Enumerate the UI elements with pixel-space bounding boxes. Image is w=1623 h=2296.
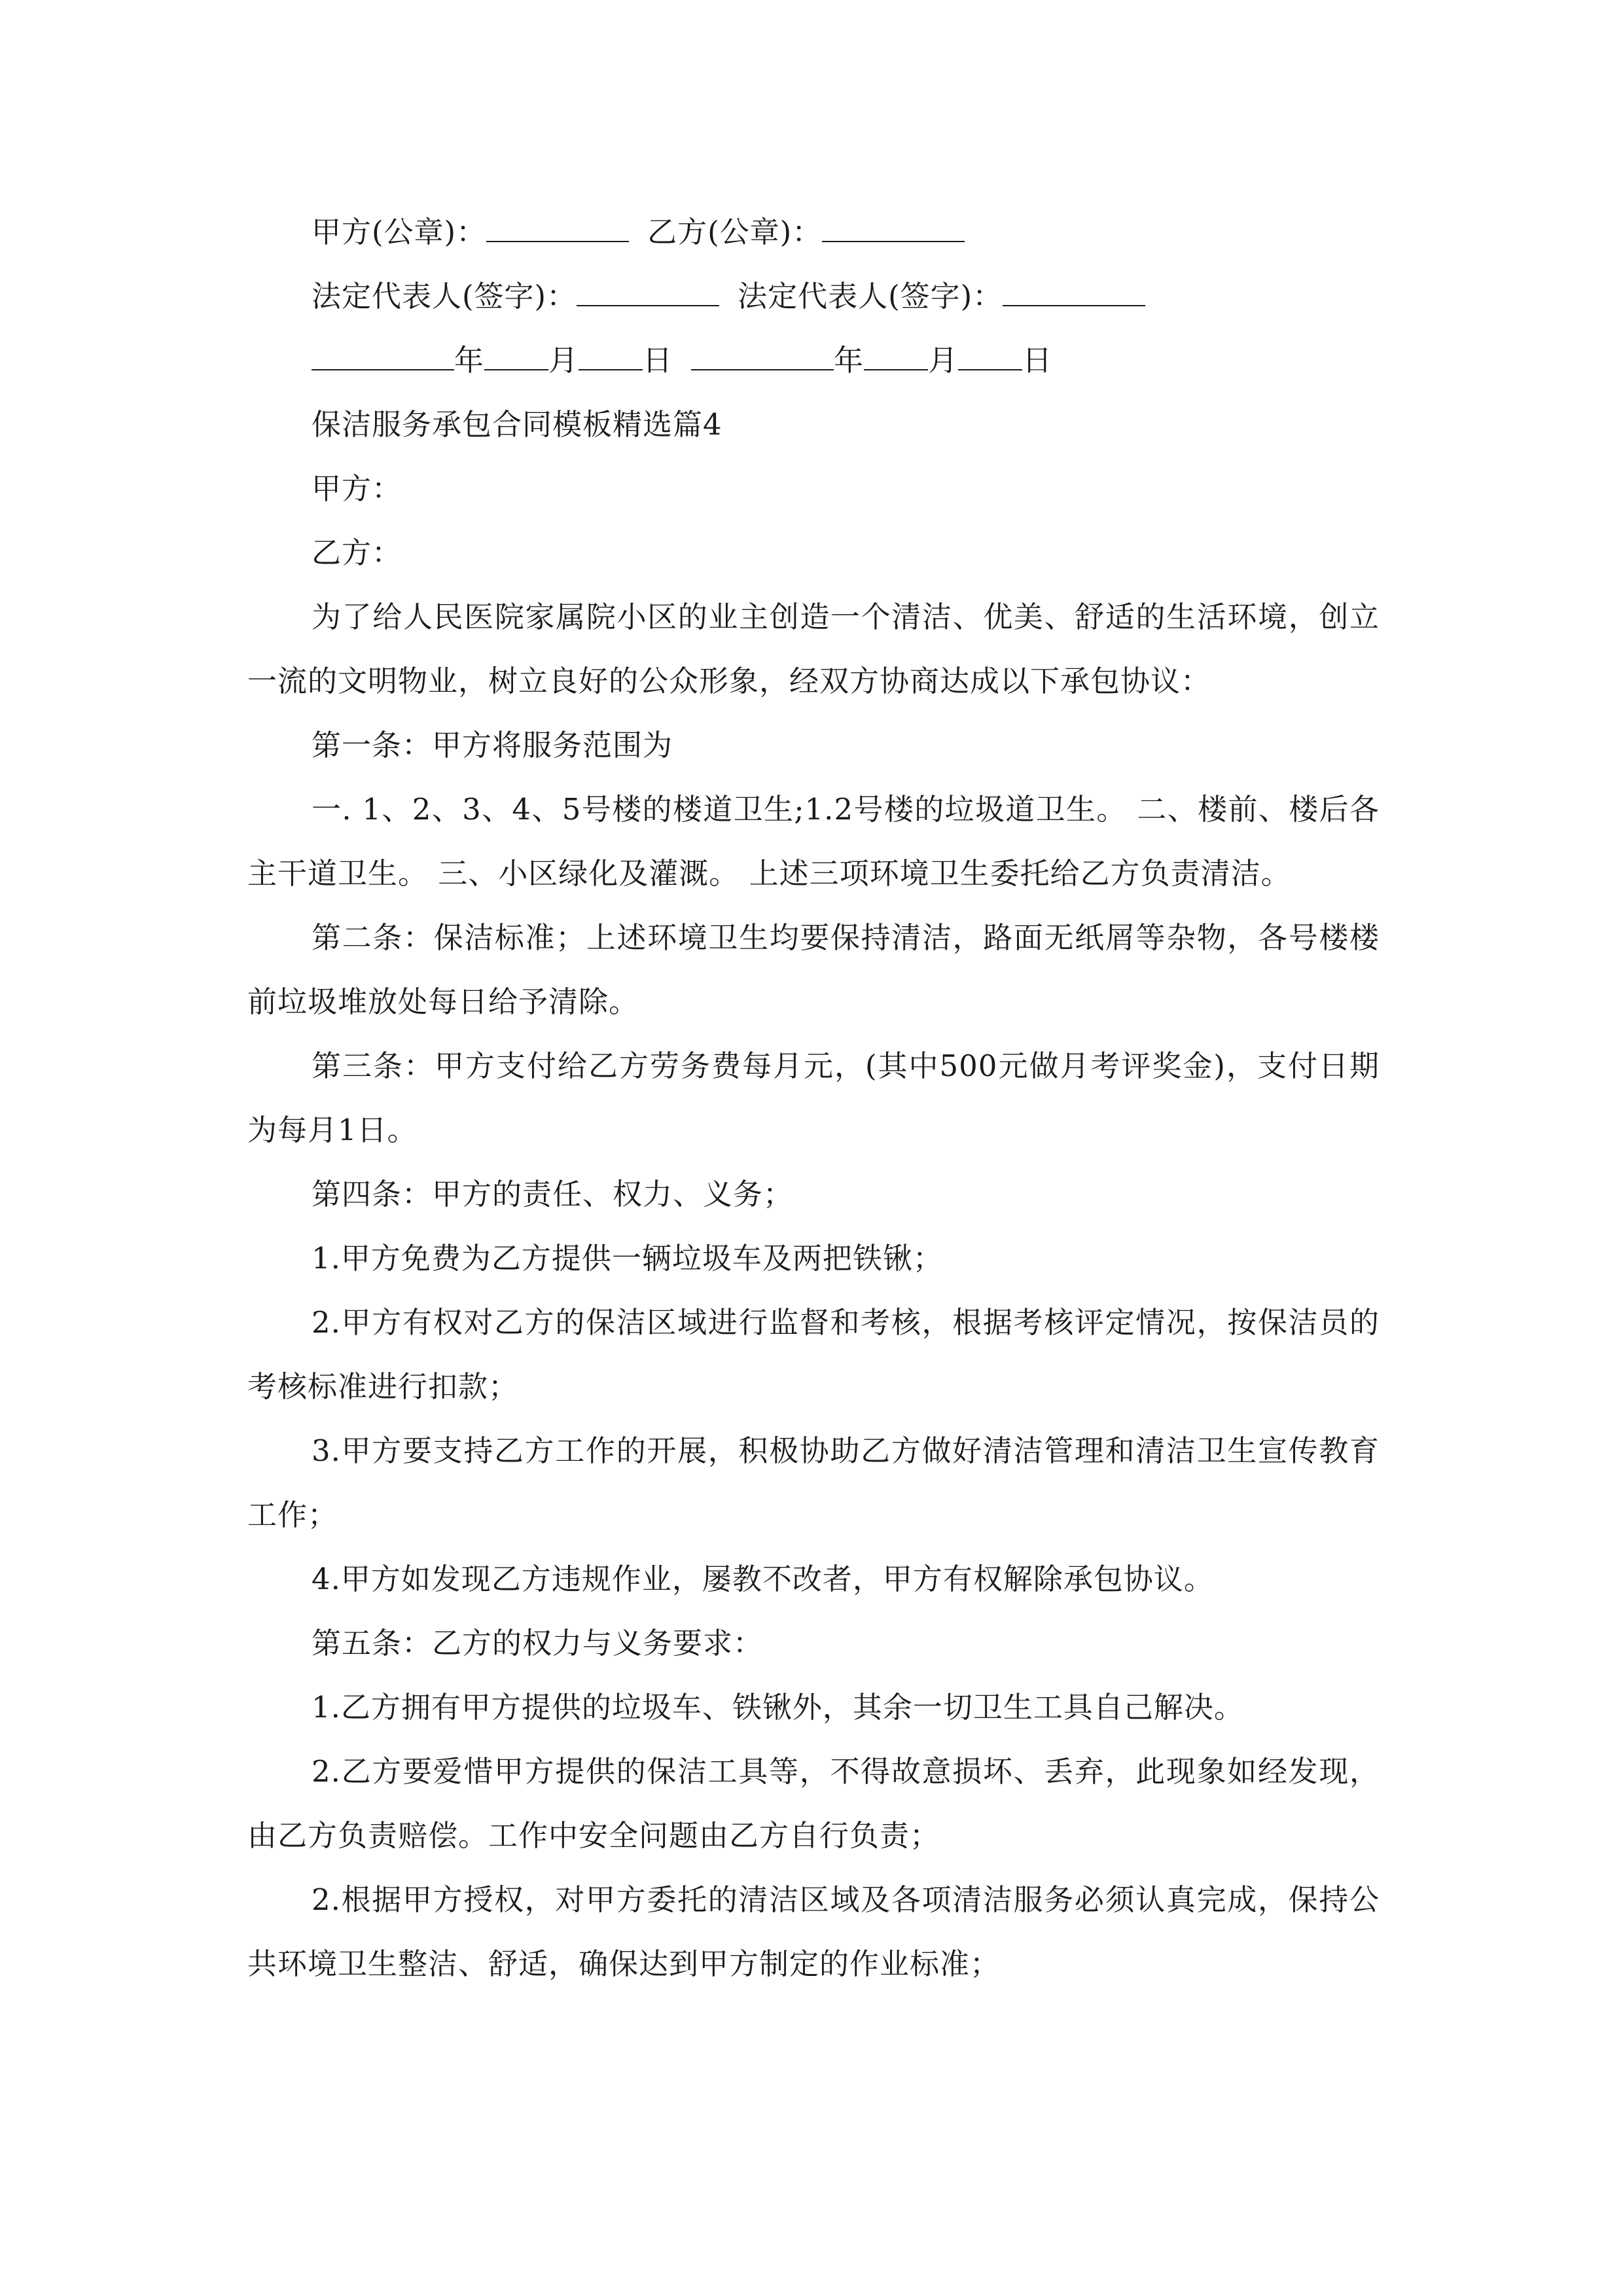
party-a-month-label: 月 [548,343,579,378]
party-b-seal-blank [822,215,965,242]
seal-line [247,200,1380,264]
party-b-rep-label: 法定代表人(签字)： [738,279,1003,314]
party-b-day-blank [958,343,1022,370]
party-a-month-blank [484,343,548,370]
intro-paragraph: 为了给人民医院家属院小区的业主创造一个清洁、优美、舒适的生活环境，创立一流的文明物业，树立良好的公众形象，经双方协商达成以下承包协议： [247,600,1380,698]
party-a-rep-label: 法定代表人(签字)： [312,279,577,314]
party-b-year-label: 年 [834,343,865,378]
article-4-item: 3.甲方要支持乙方工作的开展，积极协助乙方做好清洁管理和清洁卫生宣传教育工作； [247,1433,1380,1532]
party-a-year-blank [312,343,454,370]
date-line [247,329,1380,393]
article-4-item: 4.甲方如发现乙方违规作业，屡教不改者，甲方有权解除承包协议。 [312,1562,1214,1596]
party-b-year-blank [691,343,834,370]
article-3: 第三条：甲方支付给乙方劳务费每月元，(其中500元做月考评奖金)，支付日期为每月1日。 [247,1049,1380,1147]
party-b-day-label: 日 [1022,343,1053,378]
party-a-seal-blank [486,215,629,242]
article-1-title: 第一条：甲方将服务范围为 [312,728,673,762]
party-b-label: 乙方： [312,535,402,570]
article-4-item: 1.甲方免费为乙方提供一辆垃圾车及两把铁锹； [312,1241,943,1276]
document-body [247,200,1380,1996]
party-b-month-blank [864,343,928,370]
article-5-title: 第五条：乙方的权力与义务要求： [312,1626,764,1660]
party-a-day-label: 日 [643,343,673,378]
party-b-rep-blank [1003,279,1145,306]
article-1-body: 一. 1、2、3、4、5号楼的楼道卫生;1.2号楼的垃圾道卫生。 二、楼前、楼后各主干道卫生。 三、小区绿化及灌溉。 上述三项环境卫生委托给乙方负责清洁。 [247,792,1380,891]
party-a-seal-label: 甲方(公章)： [312,215,487,249]
party-a-rep-blank [577,279,719,306]
section-title: 保洁服务承包合同模板精选篇4 [312,407,722,442]
article-5-item: 2.乙方要爱惜甲方提供的保洁工具等，不得故意损坏、丢弃，此现象如经发现，由乙方负责赔偿。工作中安全问题由乙方自行负责； [247,1754,1380,1853]
article-4-item: 2.甲方有权对乙方的保洁区域进行监督和考核，根据考核评定情况，按保洁员的考核标准进行扣款； [247,1305,1380,1404]
article-5-item: 2.根据甲方授权，对甲方委托的清洁区域及各项清洁服务必须认真完成，保持公共环境卫生整洁、舒适，确保达到甲方制定的作业标准； [247,1882,1380,1981]
party-a-day-blank [579,343,643,370]
article-2: 第二条：保洁标准；上述环境卫生均要保持清洁，路面无纸屑等杂物，各号楼楼前垃圾堆放处每日给予清除。 [247,920,1380,1019]
article-5-item: 1.乙方拥有甲方提供的垃圾车、铁锹外，其余一切卫生工具自己解决。 [312,1690,1244,1725]
party-a-year-label: 年 [454,343,485,378]
party-b-seal-label: 乙方(公章)： [647,215,823,249]
party-a-label: 甲方： [312,471,402,506]
representative-line [247,264,1380,329]
article-4-title: 第四条：甲方的责任、权力、义务； [312,1177,794,1211]
party-b-month-label: 月 [928,343,959,378]
